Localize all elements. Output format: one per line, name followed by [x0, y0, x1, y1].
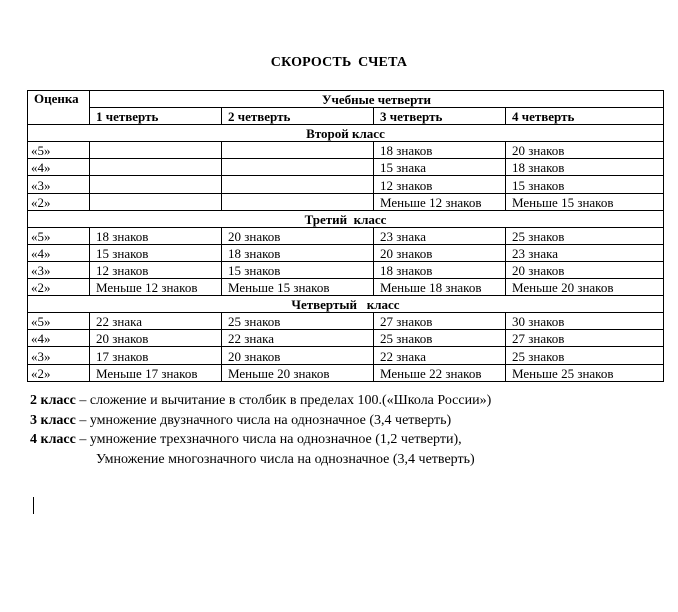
table-row — [28, 142, 664, 159]
note-line — [30, 391, 670, 411]
grade-cell: «2» — [28, 193, 90, 210]
value-cell — [222, 142, 374, 159]
value-cell: 18 знаков — [506, 159, 664, 176]
value-cell: 22 знака — [222, 330, 374, 347]
value-cell: Меньше 18 знаков — [374, 279, 506, 296]
value-cell: 17 знаков — [90, 347, 222, 364]
note-text: – умножение двузначного числа на однозначное (3,4 четверть) — [75, 412, 452, 428]
value-cell — [90, 142, 222, 159]
value-cell — [90, 193, 222, 210]
value-cell: 20 знаков — [506, 261, 664, 278]
table-row — [28, 176, 664, 193]
section-header: Третий класс — [28, 210, 664, 227]
quarter-header: 3 четверть — [374, 108, 506, 125]
value-cell: Меньше 20 знаков — [506, 279, 664, 296]
value-cell — [222, 176, 374, 193]
grade-cell: «3» — [28, 176, 90, 193]
value-cell: 30 знаков — [506, 313, 664, 330]
notes — [30, 391, 670, 469]
value-cell: Меньше 17 знаков — [90, 364, 222, 381]
section-header: Второй класс — [28, 125, 664, 142]
value-cell: 20 знаков — [222, 227, 374, 244]
value-cell: Меньше 20 знаков — [222, 364, 374, 381]
note-line — [30, 450, 670, 470]
value-cell: Меньше 22 знаков — [374, 364, 506, 381]
section-row — [28, 296, 664, 313]
note-label: 2 класс — [30, 393, 76, 408]
value-cell: 27 знаков — [506, 330, 664, 347]
grade-cell: «4» — [28, 159, 90, 176]
value-cell: 15 знака — [374, 159, 506, 176]
table-row — [28, 313, 664, 330]
value-cell: 22 знака — [90, 313, 222, 330]
value-cell: Меньше 25 знаков — [506, 364, 664, 381]
value-cell: 20 знаков — [506, 142, 664, 159]
value-cell: 20 знаков — [374, 244, 506, 261]
value-cell: Меньше 15 знаков — [222, 279, 374, 296]
value-cell: 12 знаков — [374, 176, 506, 193]
quarter-header: 2 четверть — [222, 108, 374, 125]
table-row — [28, 330, 664, 347]
value-cell: Меньше 12 знаков — [374, 193, 506, 210]
value-cell: 23 знака — [506, 244, 664, 261]
table-row — [28, 227, 664, 244]
page-title: СКОРОСТЬ СЧЕТА — [270, 55, 408, 70]
table-body — [28, 125, 664, 381]
speed-table — [27, 90, 664, 382]
grade-cell: «3» — [28, 261, 90, 278]
grade-cell: «5» — [28, 142, 90, 159]
quarters-group-header: Учебные четверти — [90, 91, 664, 108]
note-line — [30, 430, 670, 450]
note-label: 4 класс — [30, 432, 76, 447]
grade-column-header: Оценка — [28, 91, 90, 125]
value-cell: 22 знака — [374, 347, 506, 364]
section-row — [28, 210, 664, 227]
quarter-header: 4 четверть — [506, 108, 664, 125]
section-header: Четвертый класс — [28, 296, 664, 313]
value-cell: 25 знаков — [506, 227, 664, 244]
value-cell: 15 знаков — [506, 176, 664, 193]
note-text: Умножение многозначного числа на однозначное (3,4 четверть) — [96, 451, 475, 467]
note-text: – сложение и вычитание в столбик в пределах 100.(«Школа России») — [75, 393, 492, 408]
value-cell: 18 знаков — [222, 244, 374, 261]
note-line — [30, 411, 670, 431]
value-cell: 25 знаков — [222, 313, 374, 330]
value-cell: 18 знаков — [374, 261, 506, 278]
table-row — [28, 261, 664, 278]
note-text: – умножение трехзначного числа на однозначное (1,2 четверти), — [75, 432, 462, 447]
quarter-header: 1 четверть — [90, 108, 222, 125]
value-cell: 12 знаков — [90, 261, 222, 278]
value-cell: 23 знака — [374, 227, 506, 244]
table-row — [28, 364, 664, 381]
grade-cell: «2» — [28, 279, 90, 296]
value-cell — [222, 159, 374, 176]
table-row — [28, 159, 664, 176]
value-cell: 25 знаков — [374, 330, 506, 347]
text-cursor — [33, 497, 34, 514]
header-row — [28, 91, 664, 108]
table-row — [28, 279, 664, 296]
grade-cell: «2» — [28, 364, 90, 381]
value-cell: 15 знаков — [90, 244, 222, 261]
value-cell: 20 знаков — [90, 330, 222, 347]
grade-cell: «5» — [28, 227, 90, 244]
grade-cell: «3» — [28, 347, 90, 364]
value-cell: 20 знаков — [222, 347, 374, 364]
value-cell: 27 знаков — [374, 313, 506, 330]
value-cell: 18 знаков — [374, 142, 506, 159]
grade-cell: «5» — [28, 313, 90, 330]
value-cell: 18 знаков — [90, 227, 222, 244]
grade-cell: «4» — [28, 330, 90, 347]
note-label: 3 класс — [30, 412, 76, 428]
value-cell: 15 знаков — [222, 261, 374, 278]
value-cell: 25 знаков — [506, 347, 664, 364]
value-cell — [90, 176, 222, 193]
value-cell — [90, 159, 222, 176]
table-row — [28, 347, 664, 364]
table-header — [28, 91, 664, 125]
section-row — [28, 125, 664, 142]
table-row — [28, 244, 664, 261]
value-cell: Меньше 15 знаков — [506, 193, 664, 210]
value-cell — [222, 193, 374, 210]
table-row — [28, 193, 664, 210]
value-cell: Меньше 12 знаков — [90, 279, 222, 296]
grade-cell: «4» — [28, 244, 90, 261]
quarters-header-row — [28, 108, 664, 125]
